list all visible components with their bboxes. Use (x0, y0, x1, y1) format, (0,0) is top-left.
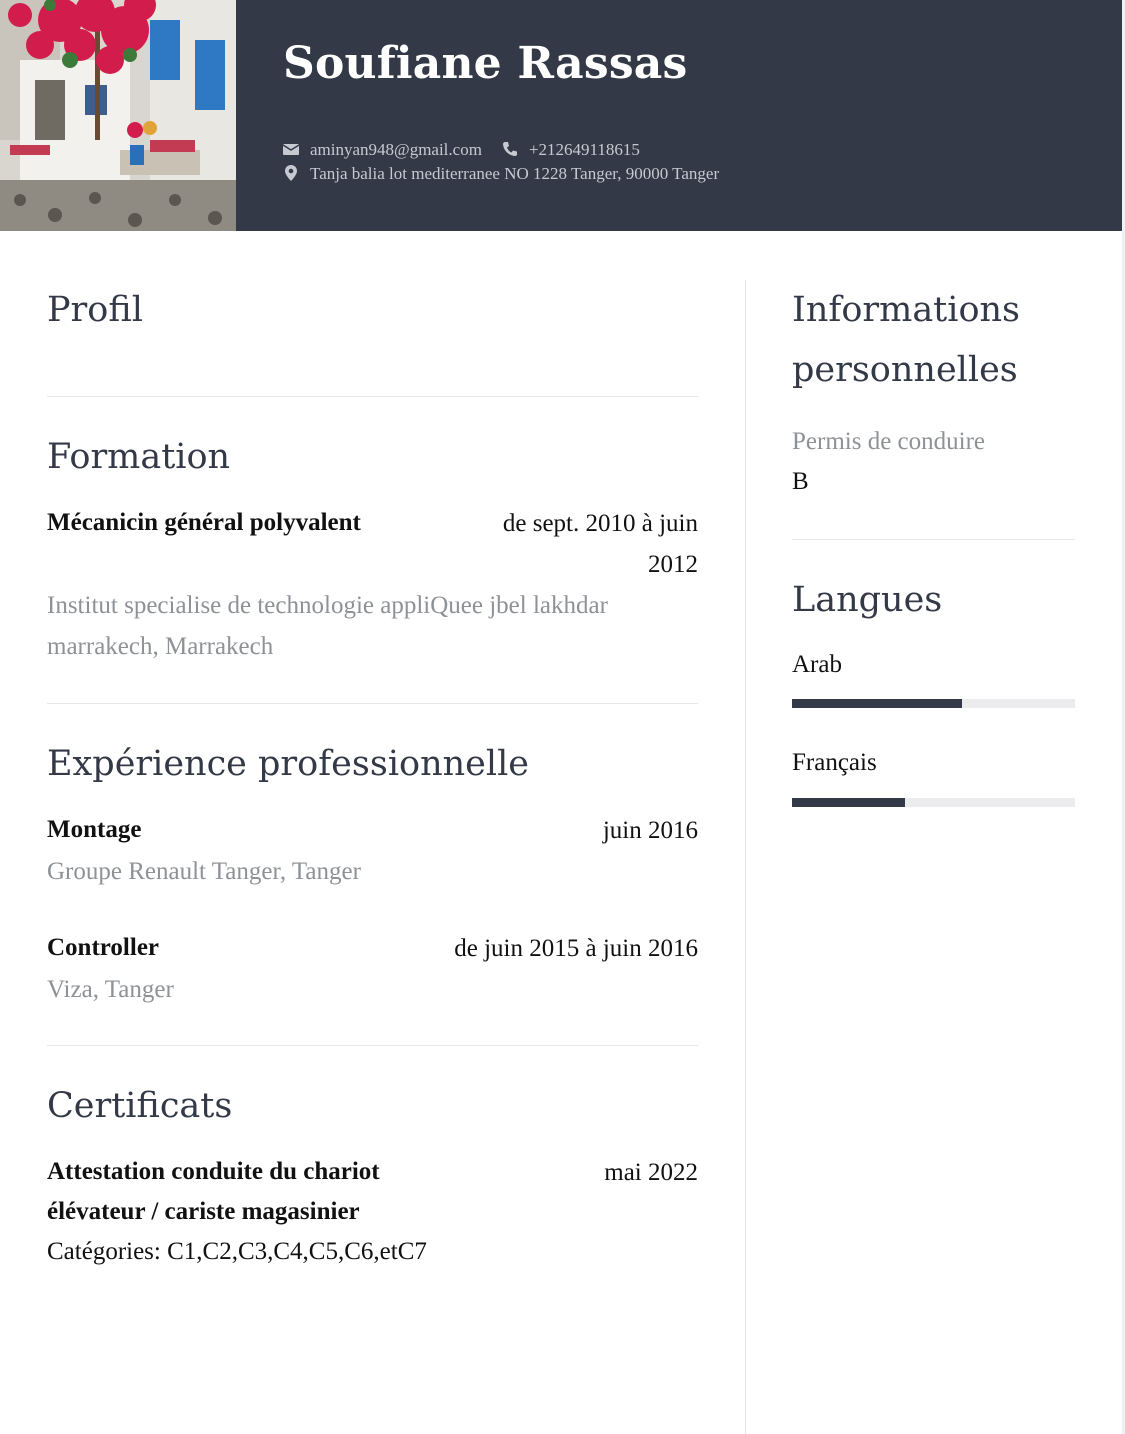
certificat-entry-head (47, 1152, 698, 1232)
phone-icon (502, 141, 520, 159)
certificats-title: Certificats (47, 1086, 233, 1126)
phone-text[interactable]: +212649118615 (528, 140, 640, 159)
address-text: Tanja balia lot mediterranee NO 1228 Tanger, 90000 Tanger (310, 164, 720, 183)
formation-title: Formation (47, 437, 231, 477)
permis-value: B (792, 468, 809, 495)
envelope-icon (283, 141, 301, 159)
personal-info-title (792, 280, 1075, 400)
permis-label: Permis de conduire (792, 428, 986, 455)
langues-title: Langues (792, 580, 943, 620)
contact-row-email-phone (283, 140, 640, 160)
experience-entry (47, 928, 698, 1010)
certificat-details: Catégories: C1,C2,C3,C4,C5,C6,etC7 (47, 1238, 427, 1265)
candidate-name: Soufiane Rassas (283, 38, 688, 89)
formation-section (47, 427, 698, 704)
experience-title: Expérience professionnelle (47, 744, 529, 784)
section-divider (47, 703, 698, 704)
language-item (792, 748, 1075, 807)
section-divider (47, 1045, 698, 1046)
section-divider (47, 396, 698, 397)
language-level-fill (792, 699, 962, 708)
experience-company: Groupe Renault Tanger, Tanger (47, 858, 361, 885)
experience-section (47, 734, 698, 1046)
language-item (792, 650, 1075, 708)
resume-header (0, 0, 1122, 231)
formation-institution (47, 585, 698, 667)
experience-job-title: Montage (47, 816, 142, 843)
language-level-bar (792, 798, 1075, 807)
certificats-section (47, 1076, 698, 1272)
language-level-fill (792, 798, 905, 807)
column-divider (745, 280, 746, 1434)
formation-entry-head (47, 503, 698, 585)
langues-section (792, 570, 1075, 807)
experience-date: juin 2016 (602, 817, 698, 844)
language-name: Français (792, 749, 877, 776)
experience-date: de juin 2015 à juin 2016 (454, 935, 698, 962)
personal-info-section (792, 280, 1075, 540)
profile-photo (0, 0, 236, 231)
profil-title: Profil (47, 290, 143, 330)
certificat-title (47, 1152, 380, 1232)
formation-degree: Mécanicin général polyvalent (47, 509, 361, 536)
certificat-title-line2: élévateur / cariste magasinier (47, 1198, 360, 1225)
contact-row-address (283, 164, 719, 184)
profile-photo-image (0, 0, 236, 231)
certificat-date: mai 2022 (604, 1159, 698, 1186)
language-name: Arab (792, 651, 842, 678)
language-level-bar (792, 699, 1075, 708)
email-text[interactable]: aminyan948@gmail.com (310, 140, 482, 159)
experience-company: Viza, Tanger (47, 976, 174, 1003)
profil-section (47, 280, 698, 397)
personal-info-title-line1: Informations (792, 290, 1021, 330)
main-column (47, 280, 698, 1272)
experience-job-title: Controller (47, 934, 160, 961)
formation-date-line2: 2012 (648, 551, 698, 578)
formation-institution-line1: Institut specialise de technologie appliQuee jbel lakhdar (47, 592, 608, 619)
formation-date-line1: de sept. 2010 à juin (502, 510, 698, 537)
certificat-title-line1: Attestation conduite du chariot (47, 1158, 380, 1185)
experience-entry (47, 810, 698, 892)
map-marker-icon (283, 165, 301, 183)
section-divider (792, 539, 1075, 540)
formation-date (503, 503, 698, 585)
formation-institution-line2: marrakech, Marrakech (47, 633, 274, 660)
side-column (792, 280, 1075, 807)
personal-info-title-line2: personnelles (792, 350, 1018, 390)
